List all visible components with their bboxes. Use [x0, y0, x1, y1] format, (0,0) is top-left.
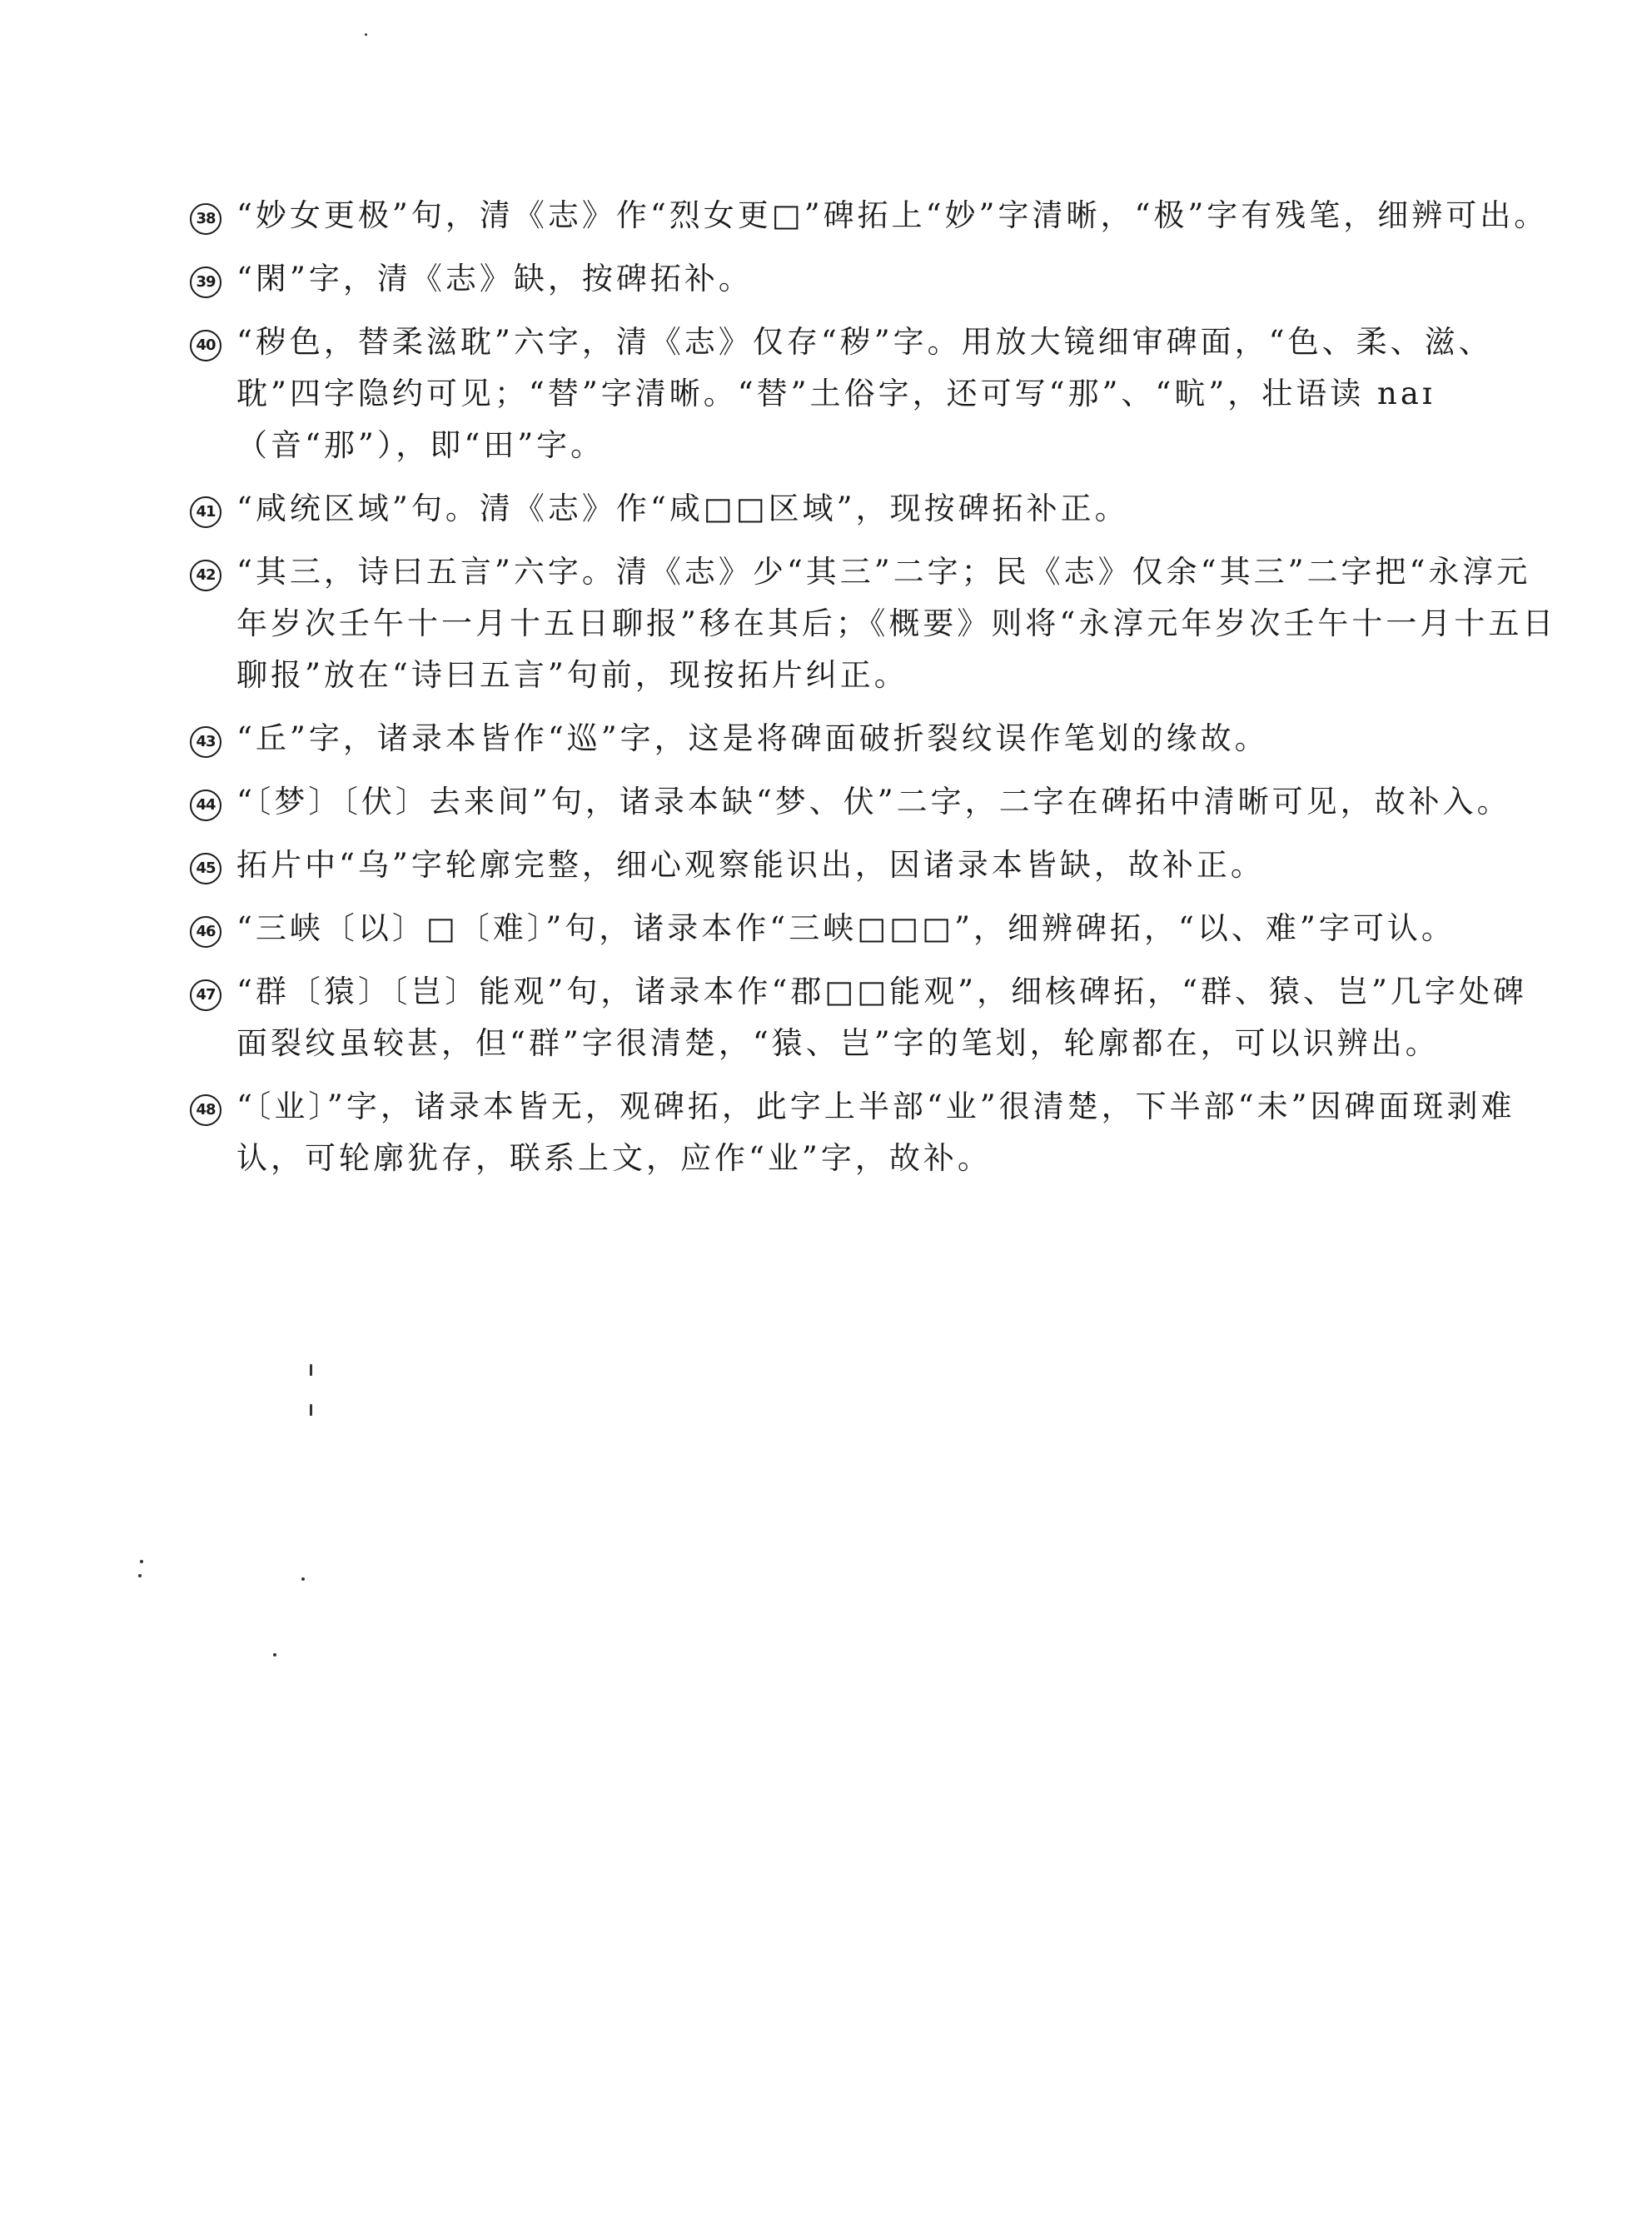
- note-45: [193, 839, 1559, 891]
- note-number: 43: [190, 726, 221, 758]
- annotation-list: [193, 190, 1559, 1196]
- note-text: “〔业〕”字，诸录本皆无，观碑拓，此字上半部“业”很清楚，下半部“未”因碑面斑剥难认，可轮廓犹存，联系上文，应作“业”字，故补。: [236, 1089, 1515, 1176]
- scan-speck: [310, 1404, 312, 1416]
- note-46: [193, 903, 1559, 954]
- note-48: [193, 1081, 1559, 1184]
- note-47: [193, 966, 1559, 1069]
- note-text: “〔梦〕〔伏〕去来间”句，诸录本缺“梦、伏”二字，二字在碑拓中清晰可见，故补入。: [236, 784, 1511, 820]
- note-text: “丘”字，诸录本皆作“巡”字，这是将碑面破折裂纹误作笔划的缘故。: [236, 720, 1269, 756]
- scan-speck: [273, 1653, 276, 1657]
- note-41: [193, 483, 1559, 535]
- note-text: “妙女更极”句，清《志》作“烈女更□”碑拓上“妙”字清晰，“极”字有残笔，细辨可出。: [236, 197, 1549, 233]
- note-number: 48: [190, 1094, 221, 1126]
- note-text: “群〔猿〕〔岂〕能观”句，诸录本作“郡□□能观”，细核碑拓，“群、猿、岂”几字处碑面裂纹虽较甚，但“群”字很清楚，“猿、岂”字的笔划，轮廓都在，可以识辨出。: [236, 974, 1527, 1061]
- note-text: “三峡〔以〕□〔难〕”句，诸录本作“三峡□□□”，细辨碑拓，“以、难”字可认。: [236, 910, 1455, 946]
- note-number: 44: [190, 790, 221, 821]
- note-42: [193, 546, 1559, 701]
- scan-speck: [310, 1364, 312, 1376]
- note-number: 42: [190, 560, 221, 591]
- note-44: [193, 776, 1559, 828]
- note-40: [193, 316, 1559, 471]
- note-number: 45: [190, 853, 221, 884]
- scan-speck: [138, 1574, 142, 1577]
- note-number: 47: [190, 979, 221, 1011]
- scan-speck: [365, 33, 367, 36]
- note-39: [193, 253, 1559, 305]
- note-43: [193, 713, 1559, 765]
- note-38: [193, 190, 1559, 242]
- note-number: 39: [190, 267, 221, 298]
- note-text: “其三，诗曰五言”六字。清《志》少“其三”二字；民《志》仅余“其三”二字把“永淳元年岁次壬午十一月十五日聊报”移在其后；《概要》则将“永淳元年岁次壬午十一月十五日聊报”放在“诗曰五言”句前，现按拓片纠正。: [236, 554, 1557, 693]
- note-text: 拓片中“乌”字轮廓完整，细心观察能识出，因诸录本皆缺，故补正。: [236, 847, 1265, 883]
- note-text: “咸统区域”句。清《志》作“咸□□区域”，现按碑拓补正。: [236, 491, 1129, 526]
- note-number: 38: [190, 203, 221, 235]
- note-number: 40: [190, 330, 221, 361]
- scan-speck: [301, 1577, 305, 1581]
- scan-speck: [140, 1560, 143, 1563]
- note-number: 41: [190, 496, 221, 528]
- note-text: “閑”字，清《志》缺，按碑拓补。: [236, 261, 753, 296]
- note-text: “秽色，替柔滋耽”六字，清《志》仅存“秽”字。用放大镜细审碑面，“色、柔、滋、耽”四字隐约可见；“替”字清晰。“替”土俗字，还可写“那”、“㽘”，壮语读 naɪ（音“那”），即“田”字。: [236, 324, 1493, 463]
- note-number: 46: [190, 916, 221, 948]
